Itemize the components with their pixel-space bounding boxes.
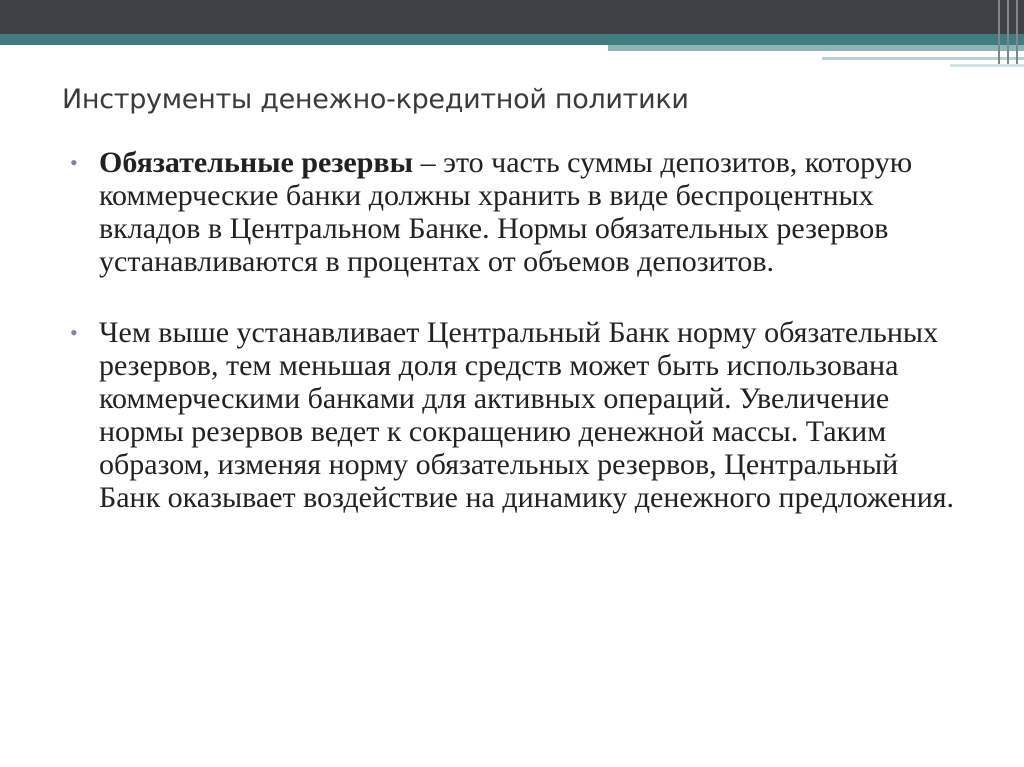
header-vertical-line: [998, 0, 1000, 64]
bullet-item: [66, 146, 966, 278]
bullet-list: [66, 146, 966, 552]
header-vertical-line: [1007, 0, 1009, 64]
slide-title: Инструменты денежно-кредитной политики: [62, 84, 689, 115]
header-vertical-line: [1016, 0, 1018, 64]
header-band: [0, 0, 1024, 34]
bullet-text: – это часть суммы депозитов, которую коммерческие банки должны хранить в виде беспроцентных вкладов в Центральном Банке. Нормы обязательных резервов устанавливаются в процентах от объемов депозитов.: [99, 146, 913, 278]
bullet-icon: •: [70, 150, 78, 175]
header-stripe: [608, 45, 1024, 51]
header-stripe: [822, 57, 1024, 60]
header-stripe: [950, 64, 1024, 67]
bullet-term: Обязательные резервы: [99, 146, 414, 179]
bullet-text: Чем выше устанавливает Центральный Банк норму обязательных резервов, тем меньшая доля средств может быть использована коммерческими банками для активных операций. Увеличение нормы резервов ведет к сокращению денежной массы. Таким образом, изменяя норму обязательных резервов, Центральный Банк оказывает воздействие на динамику денежного предложения.: [99, 316, 955, 514]
bullet-icon: •: [70, 320, 78, 345]
bullet-item: [66, 316, 966, 514]
header-accent-band: [0, 34, 1024, 45]
